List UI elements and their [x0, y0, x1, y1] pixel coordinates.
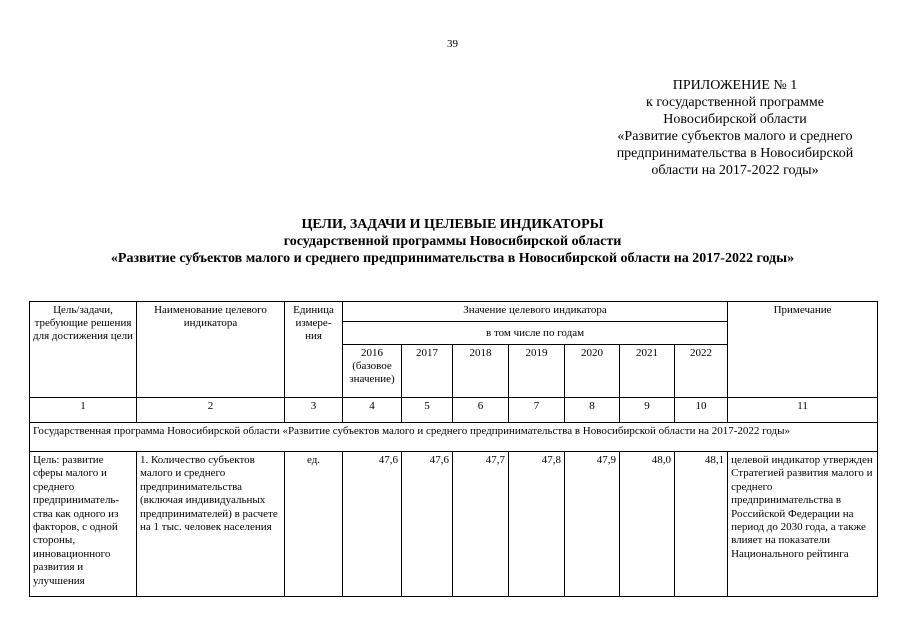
page-number: 39 [447, 38, 458, 50]
unit-cell: ед. [285, 452, 343, 597]
header-by-years: в том числе по годам [343, 322, 728, 345]
column-number: 8 [565, 398, 620, 423]
title-line-3: «Развитие субъектов малого и среднего предпринимательства в Новосибирской области на 2017-2022 годы» [110, 251, 795, 266]
title-line-2: государственной программы Новосибирской области [283, 234, 622, 249]
column-number: 9 [620, 398, 675, 423]
document-title [0, 216, 905, 267]
column-number: 11 [728, 398, 878, 423]
header-unit: Единица измере-ния [285, 302, 343, 398]
value-cell: 48,1 [675, 452, 728, 597]
appendix-line: Новосибирской области [663, 112, 807, 127]
header-year: 2022 [675, 345, 728, 398]
indicator-cell: 1. Количество субъектов малого и среднего предпринимательства (включая индивидуальных предпринимателей) в расчете на 1 тыс. человек населения [137, 452, 285, 597]
appendix-line: ПРИЛОЖЕНИЕ № 1 [672, 78, 798, 93]
column-number: 1 [30, 398, 137, 423]
value-cell: 47,6 [343, 452, 402, 597]
header-year: 2021 [620, 345, 675, 398]
appendix-block [590, 77, 880, 179]
column-number: 2 [137, 398, 285, 423]
appendix-line: к государственной программе [646, 95, 824, 110]
column-numbers-row [30, 398, 878, 423]
header-note: Примечание [728, 302, 878, 398]
appendix-line: области на 2017-2022 годы» [651, 163, 819, 178]
value-cell: 47,9 [565, 452, 620, 597]
note-cell: целевой индикатор утвержден Стратегией развития малого и среднего предпринимательства в Российской Федерации на период до 2030 года, а также влияет на показатели Национального рейтинга [728, 452, 878, 597]
column-number: 10 [675, 398, 728, 423]
column-number: 3 [285, 398, 343, 423]
title-line-1: ЦЕЛИ, ЗАДАЧИ И ЦЕЛЕВЫЕ ИНДИКАТОРЫ [301, 217, 604, 232]
table-row [30, 452, 878, 597]
indicators-table [29, 301, 878, 597]
value-cell: 47,7 [453, 452, 509, 597]
appendix-line: «Развитие субъектов малого и среднего [617, 129, 853, 144]
value-cell: 48,0 [620, 452, 675, 597]
header-year: 2020 [565, 345, 620, 398]
goal-cell: Цель: развитие сферы малого и среднего предприниматель-ства как одного из факторов, с одной стороны, инновационного развития и улучшения [30, 452, 137, 597]
header-goal: Цель/задачи, требующие решения для достижения цели [30, 302, 137, 398]
program-row: Государственная программа Новосибирской области «Развитие субъектов малого и среднего предпринимательства в Новосибирской области на 2017-2022 годы» [30, 423, 878, 452]
header-year: 2016 (базовое значение) [343, 345, 402, 398]
header-year: 2018 [453, 345, 509, 398]
column-number: 5 [402, 398, 453, 423]
column-number: 7 [509, 398, 565, 423]
header-value: Значение целевого индикатора [343, 302, 728, 322]
header-year: 2017 [402, 345, 453, 398]
column-number: 6 [453, 398, 509, 423]
column-number: 4 [343, 398, 402, 423]
value-cell: 47,6 [402, 452, 453, 597]
header-year: 2019 [509, 345, 565, 398]
appendix-line: предпринимательства в Новосибирской [616, 146, 854, 161]
value-cell: 47,8 [509, 452, 565, 597]
header-indicator-name: Наименование целевого индикатора [137, 302, 285, 398]
